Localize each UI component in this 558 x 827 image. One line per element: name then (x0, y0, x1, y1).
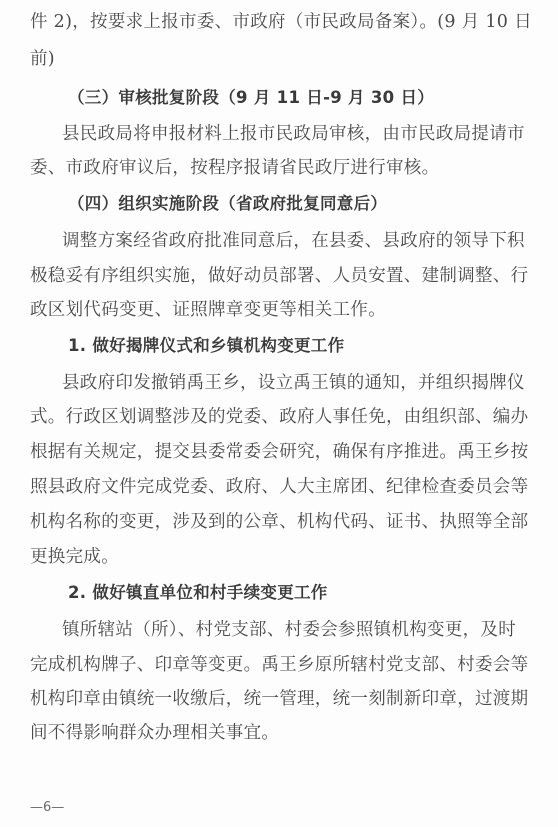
body-text-line: 政区划代码变更、证照牌章变更等相关工作。 (30, 300, 386, 320)
subsection-heading-unveiling: 1. 做好揭牌仪式和乡镇机构变更工作 (68, 336, 345, 355)
body-text-line: 镇所辖站（所）、村党支部、村委会参照镇机构变更，及时 (62, 620, 517, 640)
body-text-line: 根据有关规定，提交县委常委会研究，确保有序推进。禹王乡按 (30, 442, 529, 462)
body-text-line: 机构印章由镇统一收缴后，统一管理，统一刻制新印章，过渡期 (30, 689, 529, 709)
body-text-line: 式。行政区划调整涉及的党委、政府人事任免，由组织部、编办 (30, 407, 529, 427)
body-text-line: 委、市政府审议后，按程序报请省民政厅进行审核。 (30, 158, 440, 178)
body-text-line: 极稳妥有序组织实施，做好动员部署、人员安置、建制调整、行 (30, 266, 529, 286)
body-text-line: 件 2)，按要求上报市委、市政府（市民政局备案）。(9 月 10 日 (30, 12, 532, 32)
section-heading-review: （三）审核批复阶段（9 月 11 日-9 月 30 日） (68, 88, 435, 107)
body-text-line: 前) (30, 49, 55, 69)
body-text-line: 照县政府文件完成党委、政府、人大主席团、纪律检查委员会等 (30, 477, 529, 497)
body-text-line: 县民政局将申报材料上报市民政局审核，由市民政局提请市 (62, 124, 525, 144)
subsection-heading-village-procedures: 2. 做好镇直单位和村手续变更工作 (68, 583, 328, 602)
body-text-line: 间不得影响群众办理相关事宜。 (30, 723, 280, 743)
body-text-line: 机构名称的变更，涉及到的公章、机构代码、证书、执照等全部 (30, 512, 529, 532)
body-text-line: 县政府印发撤销禹王乡，设立禹王镇的通知，并组织揭牌仪 (62, 373, 525, 393)
body-text-line: 完成机构牌子、印章等变更。禹王乡原所辖村党支部、村委会等 (30, 655, 529, 675)
page-number: —6— (30, 800, 65, 815)
body-text-line: 调整方案经省政府批准同意后，在县委、县政府的领导下积 (62, 231, 525, 251)
section-heading-implementation: （四）组织实施阶段（省政府批复同意后） (68, 194, 388, 213)
body-text-line: 更换完成。 (30, 547, 119, 567)
